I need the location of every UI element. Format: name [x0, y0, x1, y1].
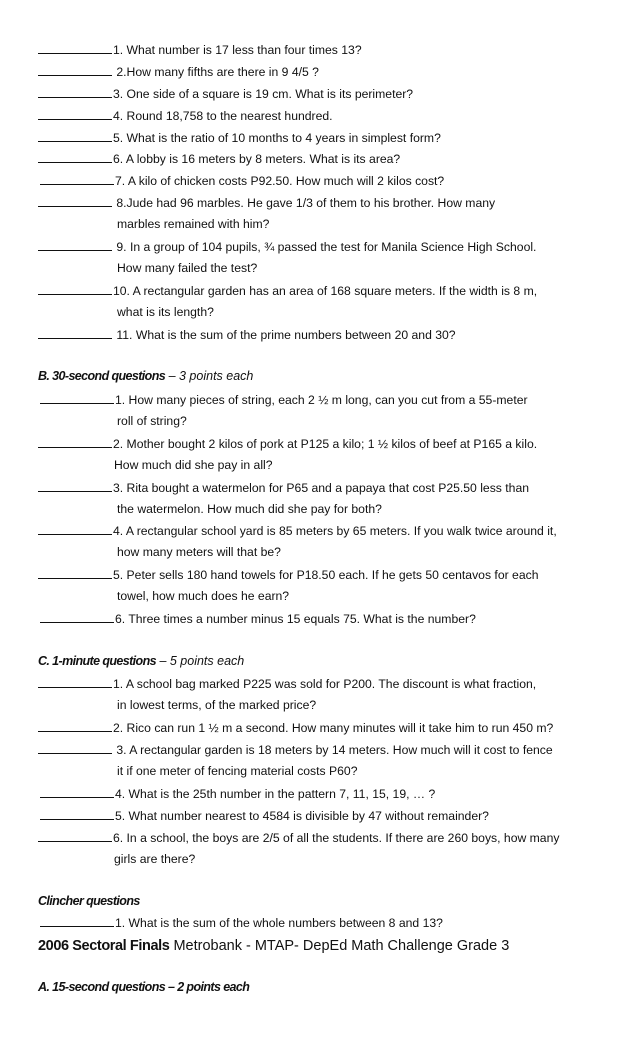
- question-c3: 3. A rectangular garden is 18 meters by 14 meters. How much will it cost to fence: [38, 742, 553, 758]
- answer-blank: [38, 64, 112, 76]
- question-c1: 1. A school bag marked P225 was sold for P200. The discount is what fraction,: [38, 676, 536, 692]
- question-clincher-1: 1. What is the sum of the whole numbers between 8 and 13?: [40, 915, 443, 931]
- question-b1: 1. How many pieces of string, each 2 ½ m long, can you cut from a 55-meter: [40, 392, 528, 408]
- question-c4: 4. What is the 25th number in the pattern 7, 11, 15, 19, … ?: [40, 786, 435, 802]
- answer-blank: [38, 742, 112, 754]
- answer-blank: [38, 567, 112, 579]
- question-b1-cont: roll of string?: [117, 414, 187, 428]
- answer-blank: [40, 808, 114, 820]
- answer-blank: [38, 523, 112, 535]
- question-a9: 9. In a group of 104 pupils, ¾ passed the test for Manila Science High School.: [38, 239, 536, 255]
- question-a2: 2.How many fifths are there in 9 4/5 ?: [38, 64, 319, 80]
- question-c2: 2. Rico can run 1 ½ m a second. How many minutes will it take him to run 450 m?: [38, 720, 553, 736]
- question-b3: 3. Rita bought a watermelon for P65 and a papaya that cost P25.50 less than: [38, 480, 529, 496]
- question-a3: 3. One side of a square is 19 cm. What is its perimeter?: [38, 86, 413, 102]
- question-b5: 5. Peter sells 180 hand towels for P18.50 each. If he gets 50 centavos for each: [38, 567, 538, 583]
- question-a11: 11. What is the sum of the prime numbers between 20 and 30?: [38, 327, 456, 343]
- question-b6: 6. Three times a number minus 15 equals 75. What is the number?: [40, 611, 476, 627]
- question-a6: 6. A lobby is 16 meters by 8 meters. What is its area?: [38, 151, 400, 167]
- question-a9-cont: How many failed the test?: [117, 261, 258, 275]
- answer-blank: [38, 151, 112, 163]
- answer-blank: [40, 611, 114, 623]
- question-a5: 5. What is the ratio of 10 months to 4 years in simplest form?: [38, 130, 441, 146]
- answer-blank: [40, 915, 114, 927]
- question-c6-cont: girls are there?: [114, 852, 196, 866]
- question-b4: 4. A rectangular school yard is 85 meters by 65 meters. If you walk twice around it,: [38, 523, 557, 539]
- question-a7: 7. A kilo of chicken costs P92.50. How much will 2 kilos cost?: [40, 173, 444, 189]
- question-a8-cont: marbles remained with him?: [117, 217, 270, 231]
- question-b4-cont: how many meters will that be?: [117, 545, 281, 559]
- question-a10-cont: what is its length?: [117, 305, 214, 319]
- answer-blank: [38, 830, 112, 842]
- section-a-heading: A. 15-second questions – 2 points each: [38, 980, 250, 994]
- answer-blank: [38, 283, 112, 295]
- answer-blank: [38, 239, 112, 251]
- question-b2-cont: How much did she pay in all?: [114, 458, 273, 472]
- question-b5-cont: towel, how much does he earn?: [117, 589, 290, 603]
- section-c-heading: C. 1-minute questions – 5 points each: [38, 654, 245, 668]
- question-a4: 4. Round 18,758 to the nearest hundred.: [38, 108, 333, 124]
- answer-blank: [38, 676, 112, 688]
- answer-blank: [38, 86, 112, 98]
- answer-blank: [38, 108, 112, 120]
- answer-blank: [38, 327, 112, 339]
- question-a10: 10. A rectangular garden has an area of 168 square meters. If the width is 8 m,: [38, 283, 537, 299]
- clincher-heading: Clincher questions: [38, 894, 140, 908]
- question-b2: 2. Mother bought 2 kilos of pork at P125 a kilo; 1 ½ kilos of beef at P165 a kilo.: [38, 436, 537, 452]
- question-c3-cont: it if one meter of fencing material costs P60?: [117, 764, 358, 778]
- question-a1: 1. What number is 17 less than four times 13?: [38, 42, 362, 58]
- answer-blank: [40, 392, 114, 404]
- question-b3-cont: the watermelon. How much did she pay for both?: [117, 502, 382, 516]
- answer-blank: [38, 42, 112, 54]
- answer-blank: [38, 720, 112, 732]
- answer-blank: [38, 480, 112, 492]
- answer-blank: [38, 436, 112, 448]
- question-a8: 8.Jude had 96 marbles. He gave 1/3 of them to his brother. How many: [38, 195, 495, 211]
- question-c1-cont: in lowest terms, of the marked price?: [117, 698, 317, 712]
- question-c6: 6. In a school, the boys are 2/5 of all the students. If there are 260 boys, how many: [38, 830, 559, 846]
- section-b-heading: B. 30-second questions – 3 points each: [38, 369, 254, 383]
- answer-blank: [40, 786, 114, 798]
- answer-blank: [38, 195, 112, 207]
- answer-blank: [40, 173, 114, 185]
- question-c5: 5. What number nearest to 4584 is divisible by 47 without remainder?: [40, 808, 489, 824]
- answer-blank: [38, 130, 112, 142]
- page-title: 2006 Sectoral Finals Metrobank - MTAP- DepEd Math Challenge Grade 3: [38, 938, 510, 954]
